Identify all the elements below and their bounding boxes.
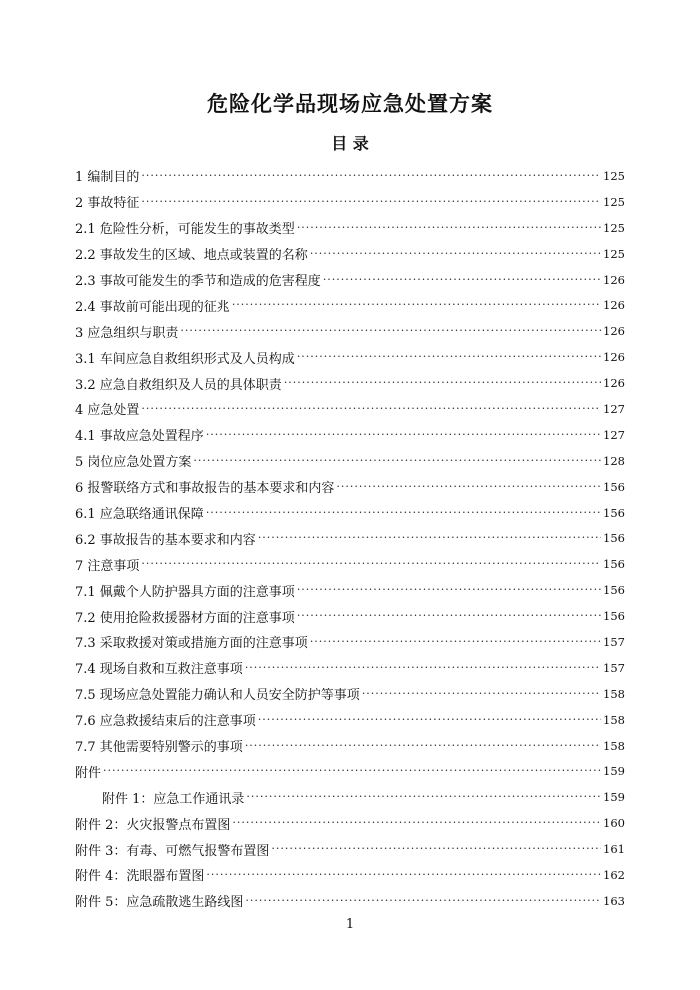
toc-heading: 目 录 — [331, 134, 369, 153]
toc-entry-page: 156 — [603, 531, 625, 546]
toc-leader-dots — [232, 298, 601, 312]
toc-entry-page: 126 — [603, 376, 625, 391]
toc-entry-label: 7.2 使用抢险救援器材方面的注意事项 — [75, 610, 295, 626]
toc-entry-label: 2.4 事故前可能出现的征兆 — [75, 299, 230, 315]
toc-leader-dots — [141, 169, 601, 183]
toc-entry-page: 158 — [603, 738, 625, 753]
toc-entry[interactable] — [75, 215, 625, 241]
toc-leader-dots — [245, 894, 601, 908]
toc-leader-dots — [297, 221, 601, 235]
toc-entry-page: 156 — [603, 505, 625, 520]
toc-entry[interactable] — [75, 422, 625, 448]
toc-entry-page: 128 — [603, 453, 625, 468]
toc-entry-label: 3.1 车间应急自救组织形式及人员构成 — [75, 351, 295, 367]
toc-entry-label: 3.2 应急自救组织及人员的具体职责 — [75, 377, 282, 393]
toc-entry[interactable] — [75, 163, 625, 189]
toc-entry-page: 126 — [603, 298, 625, 313]
toc-leader-dots — [310, 635, 601, 649]
toc-entry[interactable] — [75, 784, 625, 810]
toc-entry-label: 4.1 事故应急处置程序 — [75, 429, 204, 445]
toc-entry-label: 6 报警联络方式和事故报告的基本要求和内容 — [75, 481, 335, 497]
toc-leader-dots — [141, 195, 601, 209]
toc-entry-page: 125 — [603, 220, 625, 235]
toc-entry-label: 附件 3：有毒、可燃气报警布置图 — [75, 843, 270, 859]
toc-leader-dots — [206, 506, 601, 520]
toc-entry-page: 159 — [603, 790, 625, 805]
toc-entry-page: 162 — [603, 867, 625, 882]
toc-entry-page: 156 — [603, 479, 625, 494]
toc-entry-page: 158 — [603, 712, 625, 727]
toc-entry[interactable] — [75, 655, 625, 681]
toc-entry[interactable] — [75, 733, 625, 759]
toc-entry-page: 163 — [603, 893, 625, 908]
toc-entry-label: 1 编制目的 — [75, 170, 140, 186]
toc-entry[interactable] — [75, 189, 625, 215]
toc-entry-label: 7 注意事项 — [75, 558, 140, 574]
page-number: 1 — [345, 917, 355, 932]
toc-leader-dots — [336, 480, 601, 494]
toc-entry-label: 附件 4：洗眼器布置图 — [75, 869, 205, 885]
toc-entry-label: 附件 5：应急疏散逃生路线图 — [75, 895, 244, 911]
toc-leader-dots — [284, 376, 601, 390]
toc-entry[interactable] — [75, 862, 625, 888]
toc-entry[interactable] — [75, 396, 625, 422]
toc-entry[interactable] — [75, 810, 625, 836]
toc-entry[interactable] — [75, 525, 625, 551]
toc-entry-label: 7.4 现场自救和互救注意事项 — [75, 662, 243, 678]
toc-entry[interactable] — [75, 888, 625, 914]
toc-entry[interactable] — [75, 344, 625, 370]
table-of-contents — [75, 163, 625, 914]
toc-entry-label: 7.5 现场应急处置能力确认和人员安全防护等事项 — [75, 688, 360, 704]
toc-entry[interactable] — [75, 681, 625, 707]
toc-entry-page: 126 — [603, 350, 625, 365]
toc-entry-label: 2.2 事故发生的区域、地点或装置的名称 — [75, 248, 308, 264]
toc-entry-label: 6.2 事故报告的基本要求和内容 — [75, 532, 256, 548]
toc-entry-label: 4 应急处置 — [75, 403, 140, 419]
toc-leader-dots — [258, 713, 601, 727]
toc-entry-page: 126 — [603, 324, 625, 339]
toc-entry-label: 6.1 应急联络通讯保障 — [75, 507, 204, 523]
toc-entry-label: 7.1 佩戴个人防护器具方面的注意事项 — [75, 584, 295, 600]
toc-entry-label: 附件 1：应急工作通讯录 — [102, 791, 245, 807]
toc-entry-label: 2.3 事故可能发生的季节和造成的危害程度 — [75, 274, 321, 289]
toc-leader-dots — [323, 273, 601, 287]
toc-leader-dots — [271, 842, 601, 856]
toc-entry-page: 158 — [603, 686, 625, 701]
toc-entry-page: 127 — [603, 401, 625, 416]
toc-leader-dots — [193, 454, 601, 468]
toc-entry-page: 156 — [603, 557, 625, 572]
toc-entry-label: 7.6 应急救援结束后的注意事项 — [75, 714, 256, 730]
toc-entry[interactable] — [75, 241, 625, 267]
toc-entry[interactable] — [75, 292, 625, 318]
toc-entry[interactable] — [75, 707, 625, 733]
toc-leader-dots — [103, 764, 601, 778]
toc-entry[interactable] — [75, 370, 625, 396]
toc-entry-page: 125 — [603, 194, 625, 209]
toc-leader-dots — [141, 557, 601, 571]
document-title: 危险化学品现场应急处置方案 — [207, 92, 493, 116]
toc-leader-dots — [246, 790, 601, 804]
toc-leader-dots — [297, 609, 601, 623]
toc-entry-label: 3 应急组织与职责 — [75, 325, 179, 341]
toc-entry[interactable] — [75, 551, 625, 577]
toc-entry-page: 156 — [603, 583, 625, 598]
toc-entry[interactable] — [75, 836, 625, 862]
toc-entry[interactable] — [75, 500, 625, 526]
toc-leader-dots — [141, 402, 601, 416]
toc-entry-page: 159 — [603, 764, 625, 779]
toc-entry-page: 157 — [603, 660, 625, 675]
toc-entry[interactable] — [75, 474, 625, 500]
toc-leader-dots — [362, 687, 601, 701]
toc-leader-dots — [310, 247, 601, 261]
toc-entry-label: 7.3 采取救援对策或措施方面的注意事项 — [75, 636, 308, 652]
toc-entry[interactable] — [75, 318, 625, 344]
toc-entry[interactable] — [75, 629, 625, 655]
toc-entry[interactable] — [75, 603, 625, 629]
toc-leader-dots — [297, 583, 601, 597]
toc-leader-dots — [297, 350, 601, 364]
toc-entry-label: 2.1 危险性分析，可能发生的事故类型 — [75, 222, 295, 238]
toc-entry-page: 126 — [603, 272, 625, 287]
toc-entry-page: 160 — [603, 816, 625, 831]
toc-entry-page: 156 — [603, 609, 625, 624]
toc-entry[interactable] — [75, 448, 625, 474]
toc-entry[interactable] — [75, 577, 625, 603]
toc-leader-dots — [206, 428, 601, 442]
toc-entry-label: 7.7 其他需要特别警示的事项 — [75, 740, 243, 756]
toc-entry-label: 附件 2：火灾报警点布置图 — [75, 817, 231, 833]
toc-entry-label: 2 事故特征 — [75, 196, 140, 212]
toc-entry-label: 5 岗位应急处置方案 — [75, 455, 192, 471]
toc-leader-dots — [245, 661, 601, 675]
toc-entry[interactable] — [75, 758, 625, 784]
toc-entry-page: 127 — [603, 427, 625, 442]
toc-entry-label: 附件 — [75, 765, 102, 781]
toc-entry[interactable] — [75, 267, 625, 293]
toc-leader-dots — [232, 816, 601, 830]
toc-leader-dots — [206, 868, 601, 882]
toc-entry-page: 125 — [603, 168, 625, 183]
toc-leader-dots — [180, 324, 601, 338]
toc-leader-dots — [245, 739, 601, 753]
toc-entry-page: 157 — [603, 634, 625, 649]
toc-entry-page: 161 — [603, 842, 625, 857]
toc-leader-dots — [258, 531, 601, 545]
toc-entry-page: 125 — [603, 246, 625, 261]
